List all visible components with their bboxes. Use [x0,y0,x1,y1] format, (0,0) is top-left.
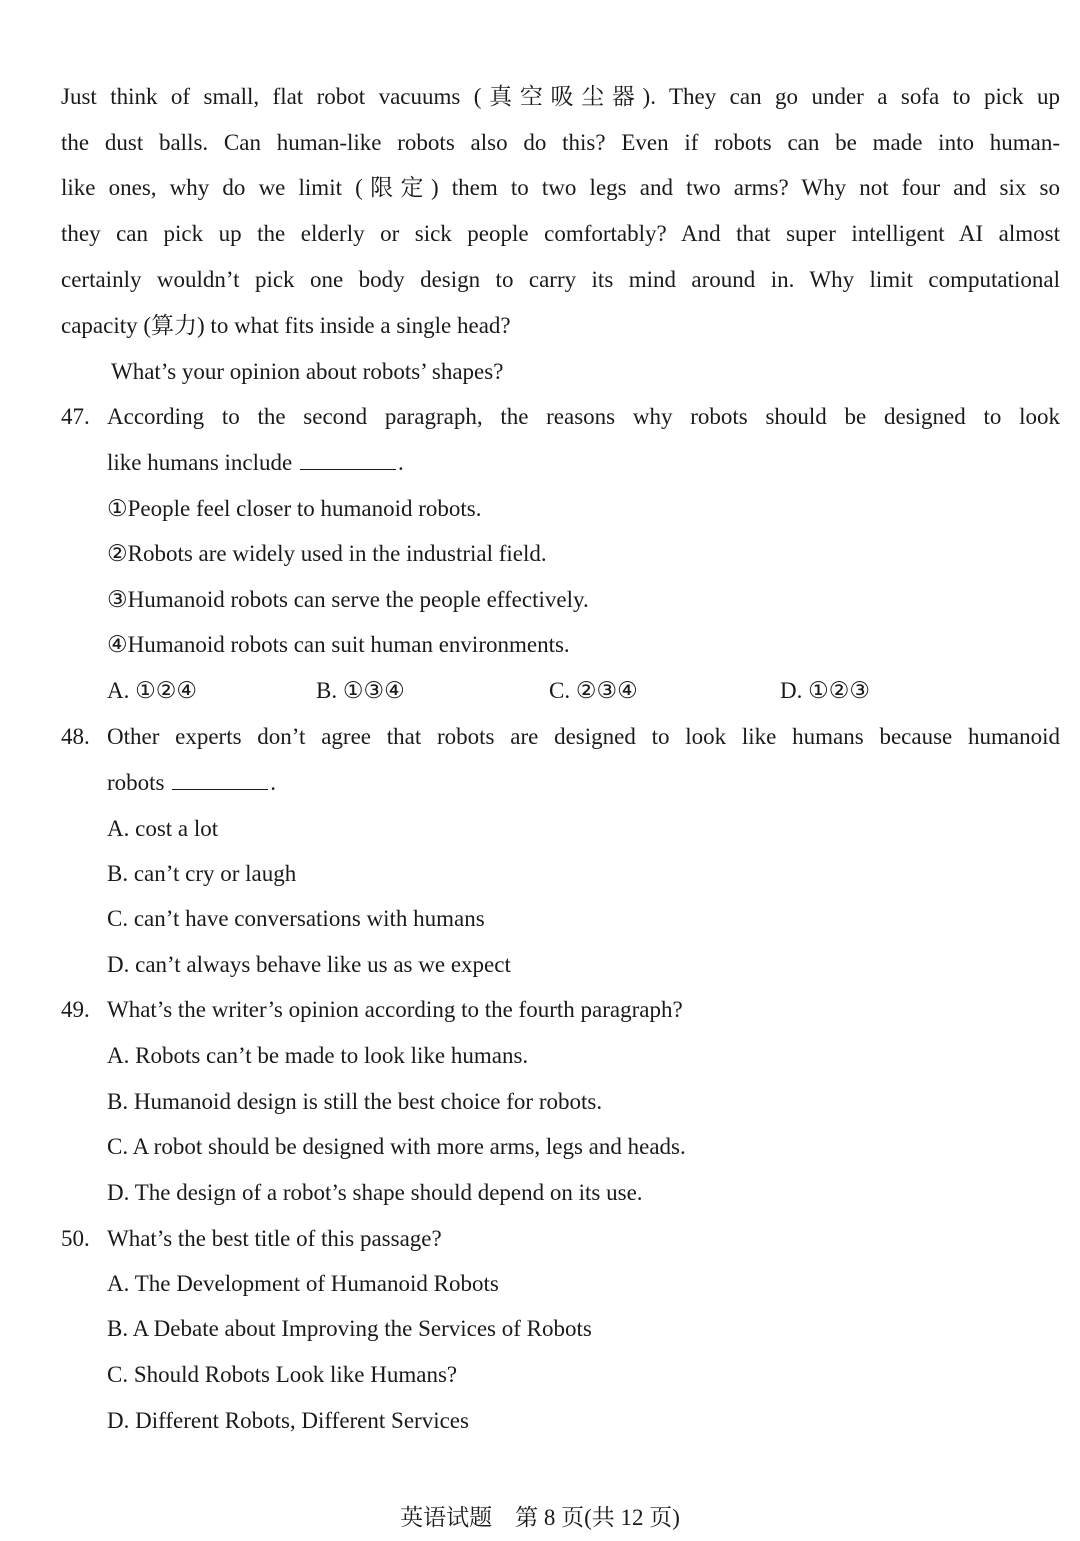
statement-2: ②Robots are widely used in the industrial field. [107,541,547,566]
option-a[interactable]: A. The Development of Humanoid Robots [107,1271,499,1296]
passage-closing: What’s your opinion about robots’ shapes? [111,359,504,384]
option-b[interactable]: B. A Debate about Improving the Services of Robots [107,1316,592,1341]
question-48-stem-text: robots [107,770,165,795]
answer-blank [300,451,396,470]
option-b[interactable]: B. Humanoid design is still the best choice for robots. [107,1089,603,1114]
statement-1: ①People feel closer to humanoid robots. [107,496,482,521]
option-c[interactable]: C. A robot should be designed with more arms, legs and heads. [107,1134,686,1159]
period: . [398,450,404,475]
option-c[interactable]: C. ②③④ [549,678,638,703]
question-number-47: 47. [61,404,90,429]
question-number-48: 48. [61,724,90,749]
question-47-stem: According to the second paragraph, the reasons why robots should be designed to look [107,404,1060,429]
statement-3: ③Humanoid robots can serve the people effectively. [107,587,589,612]
passage-line: they can pick up the elderly or sick people comfortably? And that super intelligent AI almost [61,221,1060,246]
question-49-stem: What’s the writer’s opinion according to the fourth paragraph? [107,997,683,1022]
question-47-stem-text: like humans include [107,450,293,475]
question-47-stem-continued [107,448,404,478]
option-d[interactable]: D. can’t always behave like us as we expect [107,952,511,977]
option-c[interactable]: C. Should Robots Look like Humans? [107,1362,458,1387]
passage-line: the dust balls. Can human-like robots also do this? Even if robots can be made into human- [61,130,1060,155]
passage-line: capacity (算力) to what fits inside a single head? [61,313,511,338]
option-a[interactable]: A. Robots can’t be made to look like humans. [107,1043,529,1068]
option-d[interactable]: D. Different Robots, Different Services [107,1408,469,1433]
option-a[interactable]: A. cost a lot [107,816,219,841]
page-footer: 英语试题 第 8 页(共 12 页) [400,1505,680,1530]
option-b[interactable]: B. can’t cry or laugh [107,861,297,886]
passage-line: like ones, why do we limit (限定) them to two legs and two arms? Why not four and six so [61,175,1060,200]
question-number-50: 50. [61,1226,90,1251]
option-a[interactable]: A. ①②④ [107,678,197,703]
passage-line: certainly wouldn’t pick one body design to carry its mind around in. Why limit computational [61,267,1060,292]
statement-4: ④Humanoid robots can suit human environments. [107,632,570,657]
option-c[interactable]: C. can’t have conversations with humans [107,906,485,931]
question-48-stem-continued [107,768,276,798]
question-number-49: 49. [61,997,90,1022]
period: . [270,770,276,795]
option-b[interactable]: B. ①③④ [316,678,405,703]
answer-blank [172,771,268,790]
option-d[interactable]: D. The design of a robot’s shape should depend on its use. [107,1180,643,1205]
option-d[interactable]: D. ①②③ [780,678,870,703]
question-50-stem: What’s the best title of this passage? [107,1226,442,1251]
question-48-stem: Other experts don’t agree that robots are designed to look like humans because humanoid [107,724,1060,749]
passage-line: Just think of small, flat robot vacuums (真空吸尘器). They can go under a sofa to pick up [61,84,1060,109]
